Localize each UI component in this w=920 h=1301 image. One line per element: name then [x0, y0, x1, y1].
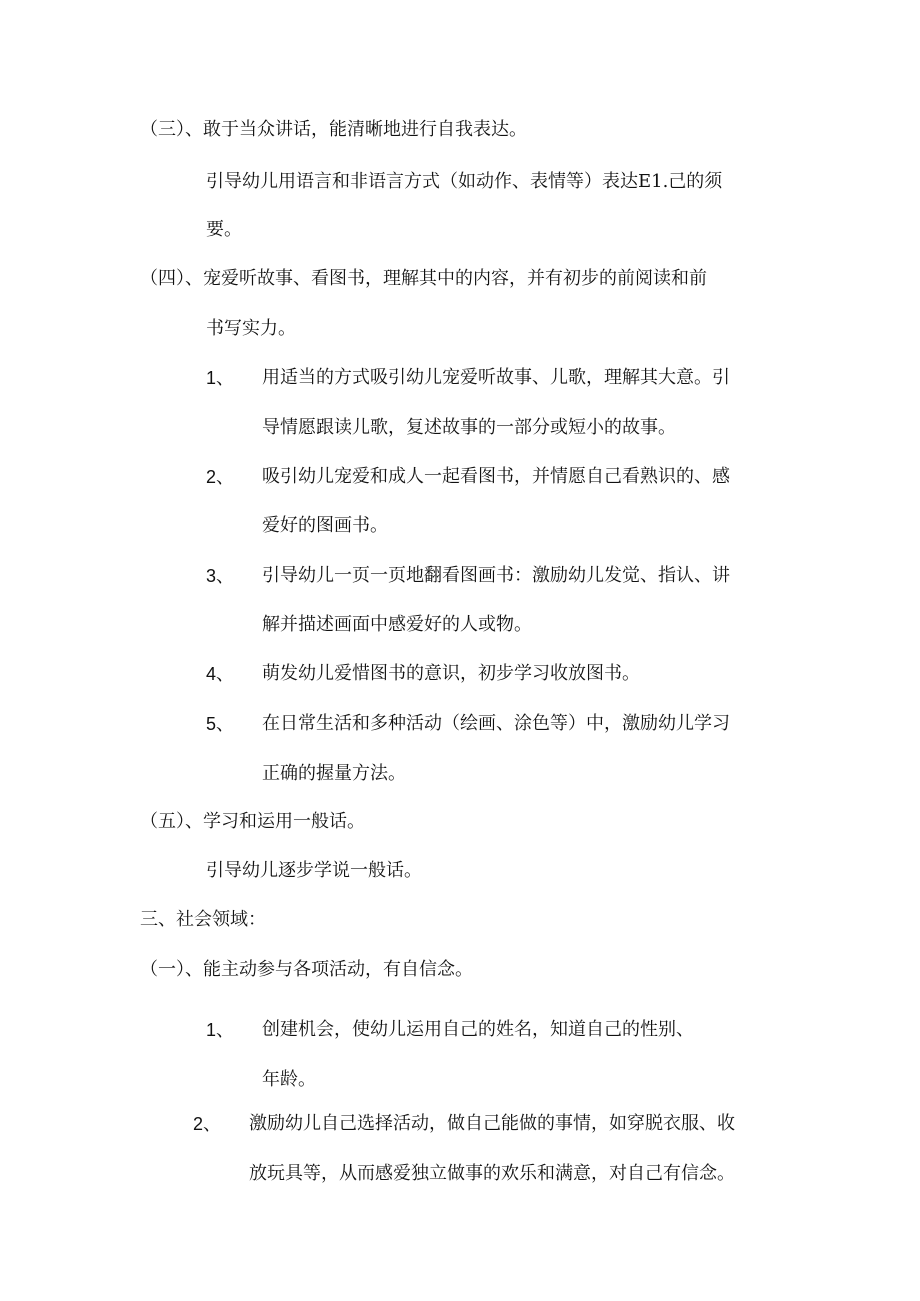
list-item-text: 用适当的方式吸引幼儿宠爱听故事、儿歌，理解其大意。引: [262, 367, 730, 388]
section-heading: （一）、能主动参与各项活动，有自信念。: [140, 959, 473, 980]
paragraph-line: 要。: [206, 219, 242, 240]
list-item-number: 3、: [206, 566, 235, 586]
list-item-number: 1、: [206, 368, 235, 388]
list-item-text: 激励幼儿自己选择活动，做自己能做的事情，如穿脱衣服、收: [249, 1113, 735, 1134]
paragraph-line: 引导幼儿用语言和非语言方式（如动作、表情等）表达E1.己的须: [206, 171, 723, 192]
list-item-number: 2、: [206, 467, 235, 487]
list-item-text: 吸引幼儿宠爱和成人一起看图书，并情愿自己看熟识的、感: [262, 466, 730, 487]
list-item-text: 导情愿跟读儿歌，复述故事的一部分或短小的故事。: [262, 417, 676, 438]
paragraph-line: 引导幼儿逐步学说一般话。: [206, 860, 422, 881]
list-item-text: 正确的握量方法。: [262, 763, 406, 784]
list-item-text: 解并描述画面中感爱好的人或物。: [262, 614, 532, 635]
section-heading: （五）、学习和运用一般话。: [140, 811, 365, 832]
list-item-text: 在日常生活和多种活动（绘画、涂色等）中，激励幼儿学习: [262, 713, 730, 734]
list-item-text: 年龄。: [262, 1069, 316, 1090]
list-item-number: 1、: [206, 1020, 235, 1040]
list-item-text: 引导幼儿一页一页地翻看图画书：激励幼儿发觉、指认、讲: [262, 565, 730, 586]
list-item-number: 4、: [206, 664, 235, 684]
list-item-number: 5、: [206, 714, 235, 734]
section-heading: （四）、宠爱听故事、看图书，理解其中的内容，并有初步的前阅读和前: [140, 268, 707, 289]
list-item-number: 2、: [193, 1114, 222, 1134]
section-heading-continuation: 书写实力。: [206, 318, 296, 339]
list-item-text: 创建机会，使幼儿运用自己的姓名，知道自己的性别、: [262, 1019, 694, 1040]
chapter-heading: 三、社会领域：: [140, 909, 266, 930]
list-item-text: 萌发幼儿爱惜图书的意识，初步学习收放图书。: [262, 663, 640, 684]
list-item-text: 放玩具等，从而感爱独立做事的欢乐和满意，对自己有信念。: [249, 1163, 735, 1184]
list-item-text: 爱好的图画书。: [262, 515, 388, 536]
section-heading: （三）、敢于当众讲话，能清晰地进行自我表达。: [140, 119, 527, 140]
